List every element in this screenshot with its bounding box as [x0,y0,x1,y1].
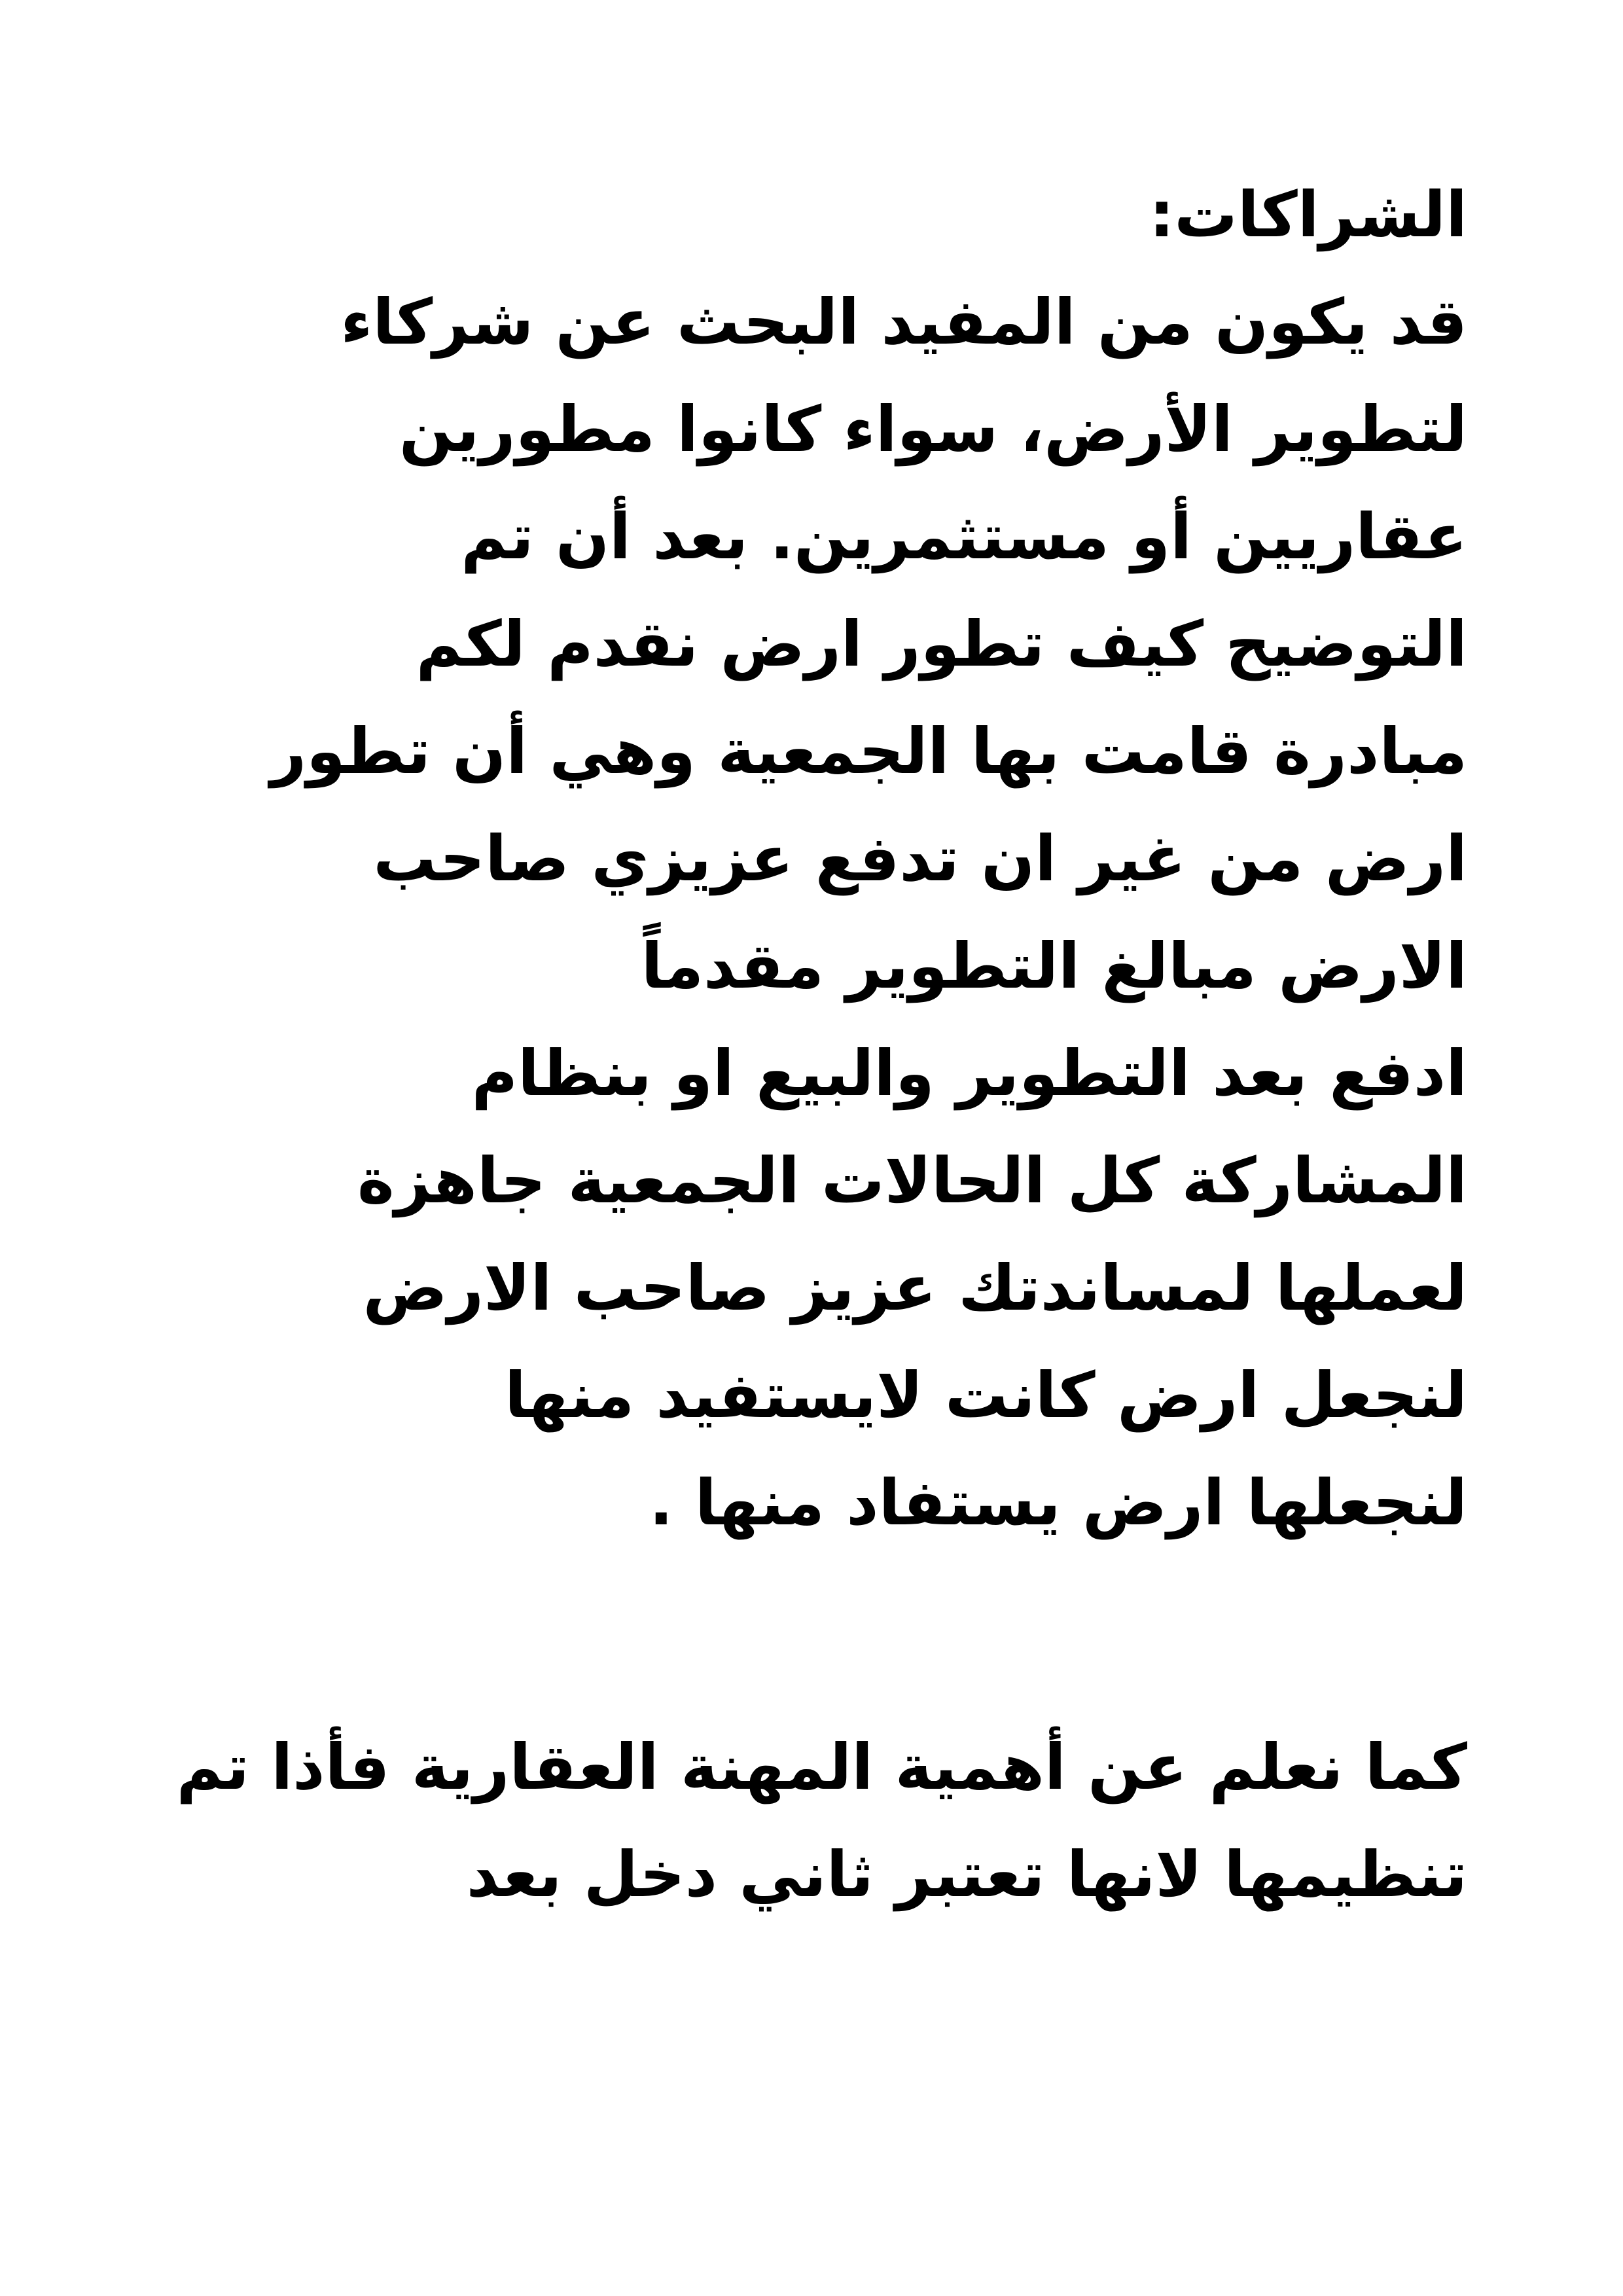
paragraph-line: ادفع بعد التطوير والبيع او بنظام [471,1037,1467,1110]
paragraph-line: لتطوير الأرض، سواء كانوا مطورين [399,393,1467,466]
paragraph-line: ارض من غير ان تدفع عزيزي صاحب [373,822,1467,895]
heading: الشراكات: [1149,178,1467,251]
paragraph-line: لنجعل ارض كانت لايستفيد منها [504,1359,1467,1432]
paragraph-line: الارض مبالغ التطوير مقدماً [641,929,1467,1003]
paragraph-line: كما نعلم عن أهمية المهنة العقارية فأذا تم [176,1731,1467,1804]
paragraph-line: عقاريين أو مستثمرين. بعد أن تم [461,500,1467,573]
paragraph-line: المشاركة كل الحالات الجمعية جاهزة [357,1144,1467,1217]
paragraph-line: لنجعلها ارض يستفاد منها . [649,1466,1467,1539]
paragraph-gap [132,1556,1467,1713]
paragraph-line: مبادرة قامت بها الجمعية وهي أن تطور [270,715,1467,788]
paragraph-line: تنظيمها لانها تعتبر ثاني دخل بعد [466,1838,1467,1911]
paragraph-line: قد يكون من المفيد البحث عن شركاء [340,285,1467,359]
document-body [132,161,1467,1928]
paragraph-line: التوضيح كيف تطور ارض نقدم لكم [416,607,1467,681]
paragraph-line: لعملها لمساندتك عزيز صاحب الارض [363,1251,1467,1325]
